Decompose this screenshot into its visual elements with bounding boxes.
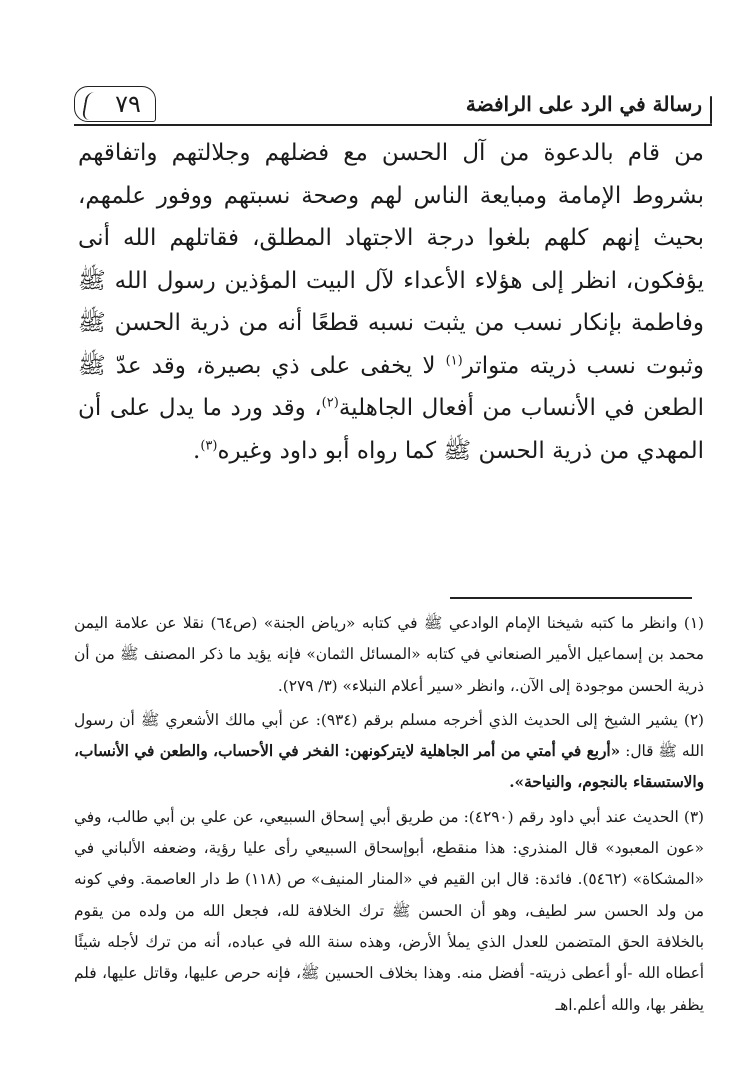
body-text-1: من قام بالدعوة من آل الحسن مع فضلهم وجلالتهم واتفاقهم بشروط الإمامة ومبايعة الناس لهم وصحة نسبتهم ووفور علمهم، بحيث إنهم كلهم بلغوا درجة الاجتهاد المطلق، فقاتلهم الله أنى يؤفكون، انظر إلى هؤلاء الأعداء لآل البيت المؤذين رسول الله ﷺ وفاطمة بإنكار نسب من يثبت نسبه قطعًا أنه من ذرية الحسن ﷺ وثبوت نسب ذريته متواتر [78,140,704,379]
footnote-1: (١) وانظر ما كتبه شيخنا الإمام الوادعي ﷺ في كتابه «رياض الجنة» (ص٦٤) نقلا عن علامة اليمن محمد بن إسماعيل الأمير الصنعاني في كتابه «المسائل الثمان» فإنه يؤيد ما ذكر المصنف ﷺ من أن ذرية الحسن موجودة إلى الآن.، وانظر «سير أعلام النبلاء» (٣/ ٢٧٩). [74,614,704,695]
footnote-separator [450,597,692,599]
main-text [78,132,704,472]
body-text-3: ، وقد ورد ما يدل على أن المهدي من ذرية الحسن ﷺ كما رواه أبو داود وغيره [78,395,704,464]
footnote-ref-2[interactable]: (٢) [321,395,339,411]
main-paragraph [78,132,704,472]
footnote-2 [74,705,704,799]
footnote-ref-1[interactable]: (١) [445,352,463,368]
footnote-2-hadith: «أربع في أمتي من أمر الجاهلية لايتركونهن: الفخر في الأحساب، والطعن في الأنساب، والاستسقاء بالنجوم، والنياحة». [74,742,704,792]
running-title: رسالة في الرد على الرافضة [465,92,702,116]
body-text-2: لا يخفى على ذي بصيرة، وقد عدّ ﷺ الطعن في الأنساب من أفعال الجاهلية [78,352,704,421]
footnote-3: (٣) الحديث عند أبي داود رقم (٤٢٩٠): من طريق أبي إسحاق السبيعي، عن علي بن أبي طالب، وفي «عون المعبود» قال المنذري: هذا منقطع، أبوإسحاق السبيعي رأى عليا رؤية، وضعفه الألباني في «المشكاة» (٥٤٦٢). فائدة: قال ابن القيم في «المنار المنيف» ص (١١٨) ط دار العاصمة. وفي كونه من ولد الحسن سر لطيف، وهو أن الحسن ﷺ ترك الخلافة لله، فجعل الله من ولده من يقوم بالخلافة الحق المتضمن للعدل الذي يملأ الأرض، وهذه سنة الله في عباده، أنه من ترك لأجله شيئًا أعطاه الله -أو أعطى ذريته- أفضل منه. وهذا بخلاف الحسين ﷺ، فإنه حرص عليها، وقاتل عليها، فلم يظفر بها، والله أعلم.اهـ [74,807,705,1014]
page-number: ٧٩ [115,90,141,118]
footnote-ref-3[interactable]: (٣) [200,437,218,453]
body-text-end: . [193,437,201,464]
footnote-2-text: (٢) يشير الشيخ إلى الحديث الذي أخرجه مسلم برقم (٩٣٤): عن أبي مالك الأشعري ﷺ أن رسول الله ﷺ قال: [74,710,704,761]
title-frame-edge [710,96,712,124]
footnotes [74,608,704,1024]
header-rule [74,124,712,126]
